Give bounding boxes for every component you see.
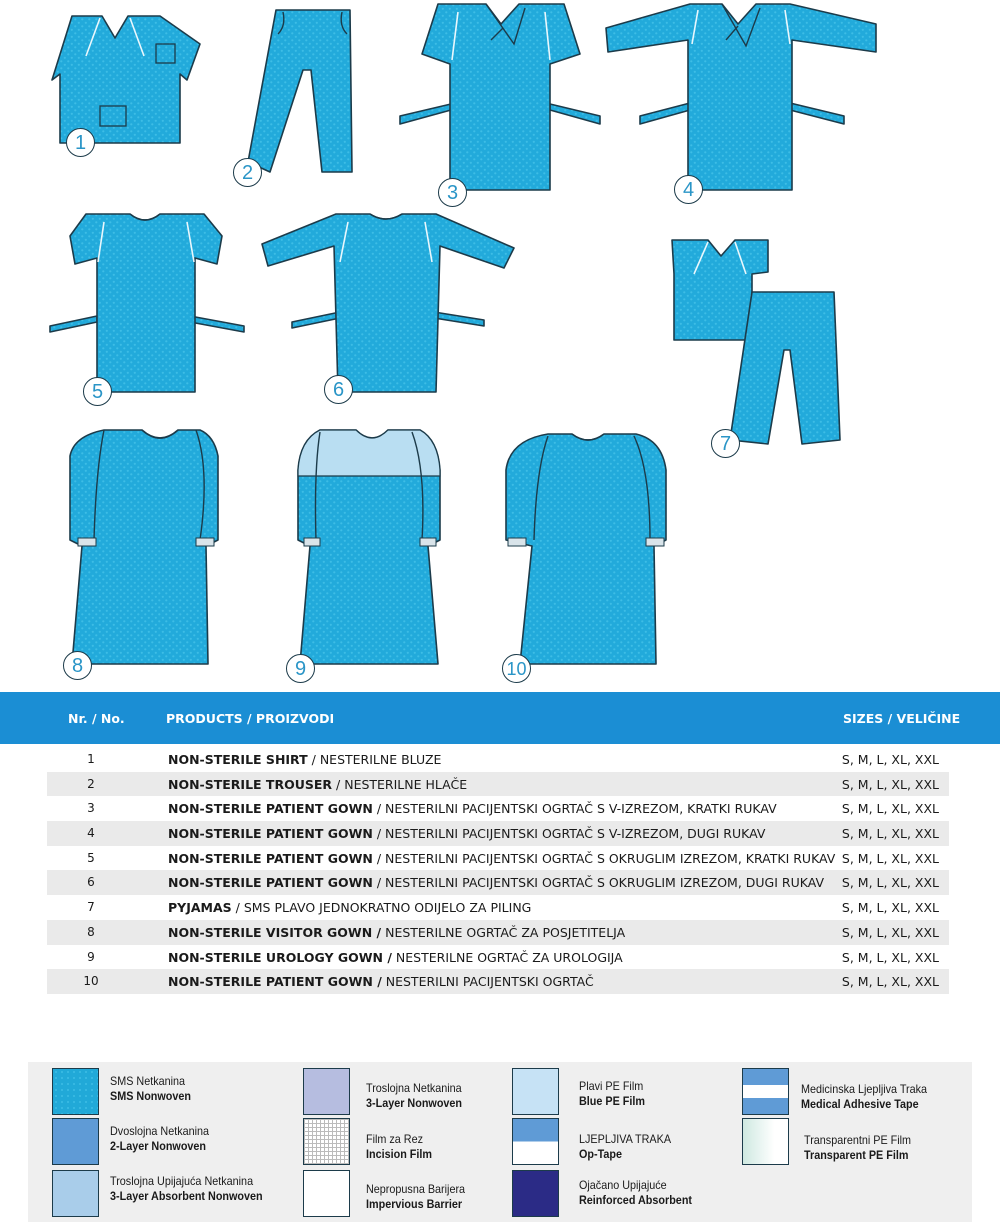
product-description: NESTERILNE BLUZE [319, 752, 442, 767]
row-product [168, 974, 594, 989]
header-products: PRODUCTS / PROIZVODI [166, 711, 335, 726]
row-sizes: S, M, L, XL, XXL [841, 875, 939, 891]
row-sizes: S, M, L, XL, XXL [841, 974, 939, 990]
swatch-incision-film [303, 1118, 350, 1165]
garment-number-badge: 10 [502, 654, 531, 683]
product-table-body [47, 747, 949, 994]
row-sizes: S, M, L, XL, XXL [841, 900, 939, 916]
garment-number-badge: 2 [233, 158, 262, 187]
garment-5-gown [50, 214, 244, 392]
header-no: Nr. / No. [68, 711, 125, 726]
row-product [168, 950, 623, 965]
product-description: NESTERILNE HLAČE [344, 776, 468, 792]
garment-number-badge: 6 [324, 375, 353, 404]
separator: / [372, 801, 386, 817]
table-row [47, 747, 949, 772]
row-number: 2 [87, 776, 95, 791]
row-number: 8 [87, 924, 95, 939]
product-description: NESTERILNE OGRTAČ ZA POSJETITELJA [385, 924, 626, 940]
row-sizes: S, M, L, XL, XXL [841, 776, 939, 792]
material-legend [28, 1062, 972, 1222]
row-product [168, 752, 441, 767]
product-description: NESTERILNI PACIJENTSKI OGRTAČ S V-IZREZOM, DUGI RUKAV [385, 826, 766, 842]
product-description: NESTERILNI PACIJENTSKI OGRTAČ S V-IZREZOM, KRATKI RUKAV [385, 801, 777, 817]
separator: / [332, 776, 345, 792]
garment-3-gown [400, 4, 600, 190]
legend-label-2-layer: Dvoslojna Netkanina 2-Layer Nonwoven [110, 1124, 210, 1153]
row-product [168, 925, 625, 940]
garment-number-badge: 5 [83, 377, 112, 406]
row-number: 10 [83, 974, 99, 989]
product-description: NESTERILNI PACIJENTSKI OGRTAČ [385, 974, 594, 990]
swatch-sms-nonwoven [52, 1068, 99, 1115]
swatch-reinforced-absorbent [512, 1170, 559, 1217]
header-sizes: SIZES / VELIČINE [843, 711, 961, 726]
garment-1-shirt [52, 16, 200, 143]
table-row [47, 969, 949, 994]
table-row [47, 945, 949, 970]
row-number: 9 [87, 949, 95, 964]
product-name: NON-STERILE PATIENT GOWN / [168, 974, 382, 990]
row-number: 1 [87, 752, 95, 766]
garment-number-badge: 4 [674, 175, 703, 204]
product-name: NON-STERILE PATIENT GOWN [168, 850, 373, 866]
row-number: 6 [87, 875, 95, 890]
garment-6-gown [262, 214, 514, 392]
garment-number-badge: 3 [438, 178, 467, 207]
garment-number-badge: 1 [66, 128, 95, 157]
product-description: NESTERILNE OGRTAČ ZA UROLOGIJA [395, 949, 623, 965]
swatch-3-layer-absorbent [52, 1170, 99, 1217]
separator: / [372, 826, 386, 842]
legend-label-op-tape: LJEPLJIVA TRAKA Op-Tape [579, 1132, 672, 1161]
table-row [47, 772, 949, 797]
row-product [168, 851, 835, 866]
table-row [47, 920, 949, 945]
product-name: NON-STERILE PATIENT GOWN [168, 801, 373, 817]
row-product [168, 826, 765, 841]
product-description: SMS PLAVO JEDNOKRATNO ODIJELO ZA PILING [243, 900, 532, 916]
row-number: 4 [87, 826, 95, 841]
legend-label-3-layer-absorbent: Troslojna Upijajuća Netkanina 3-Layer Absorbent Nonwoven [110, 1174, 263, 1203]
garment-number-badge: 7 [711, 429, 740, 458]
row-number: 3 [87, 801, 95, 816]
separator: / [231, 900, 244, 916]
product-name: NON-STERILE PATIENT GOWN [168, 826, 373, 842]
swatch-3-layer-nonwoven [303, 1068, 350, 1115]
table-row [47, 796, 949, 821]
garment-number-badge: 8 [63, 651, 92, 680]
product-description: NESTERILNI PACIJENTSKI OGRTAČ S OKRUGLIM IZREZOM, KRATKI RUKAV [385, 850, 836, 866]
product-name: NON-STERILE VISITOR GOWN / [168, 924, 382, 940]
product-table-header [0, 692, 1000, 744]
row-number: 5 [87, 850, 95, 865]
legend-label-blue-pe-film: Plavi PE Film Blue PE Film [579, 1079, 646, 1108]
separator: / [372, 850, 386, 866]
product-name: PYJAMAS [168, 900, 232, 916]
legend-label-3-layer: Troslojna Netkanina 3-Layer Nonwoven [366, 1081, 463, 1110]
swatch-transparent-pe-film [742, 1118, 789, 1165]
swatch-impervious-barrier [303, 1170, 350, 1217]
swatch-medical-adhesive-tape [742, 1068, 789, 1115]
row-sizes: S, M, L, XL, XXL [841, 924, 939, 940]
product-name: NON-STERILE UROLOGY GOWN / [168, 949, 392, 965]
swatch-blue-pe-film [512, 1068, 559, 1115]
row-product [168, 777, 467, 792]
garment-10-gown [506, 434, 666, 664]
separator: / [307, 752, 320, 767]
legend-label-reinforced-absorbent: Ojačano Upijajuće Reinforced Absorbent [579, 1178, 693, 1207]
row-sizes: S, M, L, XL, XXL [841, 752, 939, 767]
legend-label-impervious-barrier: Nepropusna Barijera Impervious Barrier [366, 1182, 466, 1211]
product-description: NESTERILNI PACIJENTSKI OGRTAČ S OKRUGLIM IZREZOM, DUGI RUKAV [385, 875, 825, 891]
swatch-2-layer-nonwoven [52, 1118, 99, 1165]
row-sizes: S, M, L, XL, XXL [841, 801, 939, 817]
garment-number-badge: 9 [286, 654, 315, 683]
garment-4-gown [606, 4, 876, 190]
row-product [168, 801, 777, 816]
garment-9-gown [298, 430, 440, 664]
table-row [47, 846, 949, 871]
row-number: 7 [87, 900, 95, 915]
product-name: NON-STERILE PATIENT GOWN [168, 875, 373, 891]
legend-label-sms: SMS Netkanina SMS Nonwoven [110, 1074, 192, 1103]
table-row [47, 870, 949, 895]
row-product [168, 875, 824, 890]
row-sizes: S, M, L, XL, XXL [841, 826, 939, 842]
table-row [47, 821, 949, 846]
product-name: NON-STERILE SHIRT [168, 752, 308, 767]
product-name: NON-STERILE TROUSER [168, 776, 333, 792]
row-sizes: S, M, L, XL, XXL [841, 850, 939, 866]
row-sizes: S, M, L, XL, XXL [841, 949, 939, 965]
garment-8-gown [70, 430, 218, 664]
swatch-op-tape [512, 1118, 559, 1165]
legend-label-incision-film: Film za Rez Incision Film [366, 1132, 433, 1161]
legend-label-transparent-pe-film: Transparentni PE Film Transparent PE Film [804, 1133, 912, 1162]
garment-2-trouser [248, 10, 352, 172]
legend-label-medical-adhesive-tape: Medicinska Ljepljiva Traka Medical Adhesive Tape [801, 1082, 928, 1111]
row-product [168, 900, 531, 915]
separator: / [372, 875, 386, 891]
table-row [47, 895, 949, 920]
garment-7-pyjamas [672, 240, 840, 444]
